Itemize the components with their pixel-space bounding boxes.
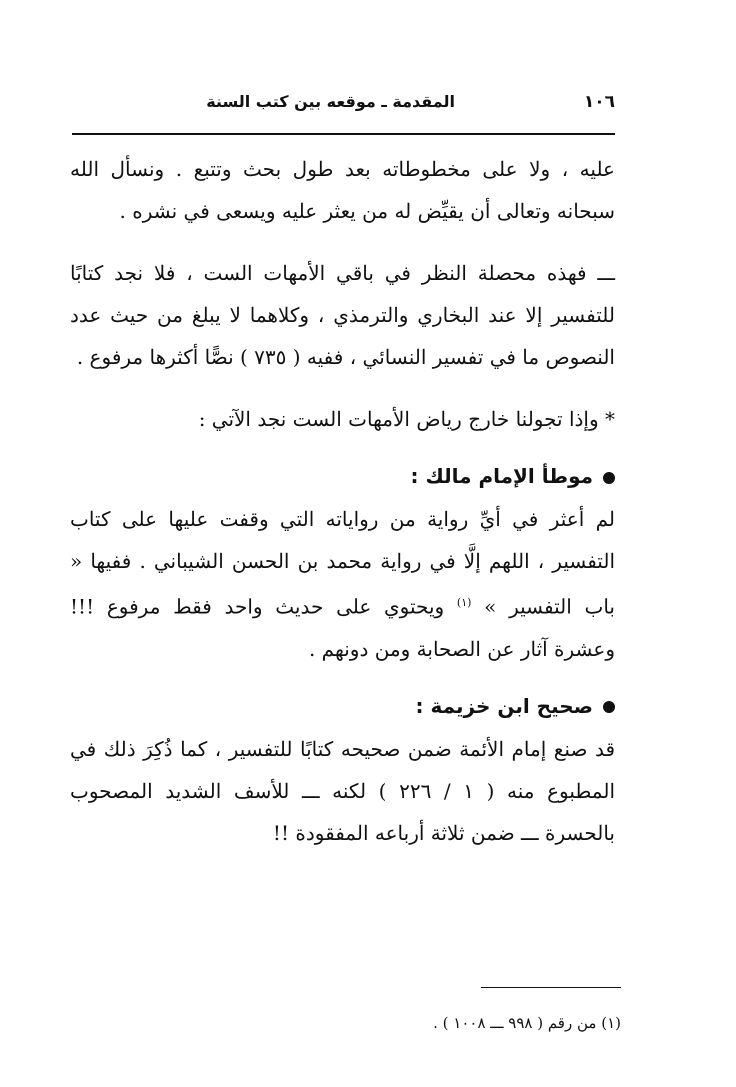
paragraph-2: ـــ فهذه محصلة النظر في باقي الأمهات الست ، فلا نجد كتابًا للتفسير إلا عند البخاري والترمذي ، وكلاهما لا يبلغ من حيث عدد النصوص ما في تفسير النسائي ، ففيه ( ٧٣٥ ) نصًّا أكثرها مرفوع . (70, 261, 615, 369)
paragraph-3: * وإذا تجولنا خارج رياض الأمهات الست نجد الآتي : (198, 407, 615, 431)
footnote: (١) من رقم ( ٩٩٨ ـــ ١٠٠٨ ) . (433, 1014, 621, 1032)
paragraph-4 (70, 498, 615, 670)
running-title: المقدمة ـ موقعه بين كتب السنة (206, 92, 455, 111)
paragraph-1: عليه ، ولا على مخطوطاته بعد طول بحث وتتبع . ونسأل الله سبحانه وتعالى أن يقيِّض له من يعثر عليه ويسعى في نشره . (70, 157, 615, 223)
paragraph-4-text-b: ويحتوي على حديث واحد فقط مرفوع !!! وعشرة آثار عن الصحابة ومن دونهم . (70, 594, 615, 661)
section-heading-ibn-khuzaymah (70, 684, 615, 728)
header-rule (72, 133, 615, 135)
paragraph-4-text-a: لم أعثر في أيِّ رواية من رواياته التي وقفت عليها على كتاب التفسير ، اللهم إلَّا في رواية محمد بن الحسن الشيباني . ففيها « باب التفسير » (70, 507, 615, 619)
paragraph-5: قد صنع إمام الأئمة ضمن صحيحه كتابًا للتفسير ، كما ذُكِرَ ذلك في المطبوع منه ( ١ / ٢٢٦ ) لكنه ـــ للأسف الشديد المصحوب بالحسرة ـــ ضمن ثلاثة أرباعه المفقودة !! (70, 736, 616, 845)
bullet-icon (603, 701, 615, 713)
section-heading-muwatta-text: موطأ الإمام مالك : (410, 464, 593, 488)
page-body (70, 148, 615, 854)
bullet-icon (603, 472, 615, 484)
section-heading-ibn-khuzaymah-text: صحيح ابن خزيمة : (415, 693, 593, 718)
page-number: ١٠٦ (583, 92, 615, 112)
page-header (72, 92, 615, 132)
footnote-ref: (١) (456, 596, 472, 609)
footnote-rule (481, 987, 621, 988)
section-heading-muwatta (70, 454, 615, 498)
